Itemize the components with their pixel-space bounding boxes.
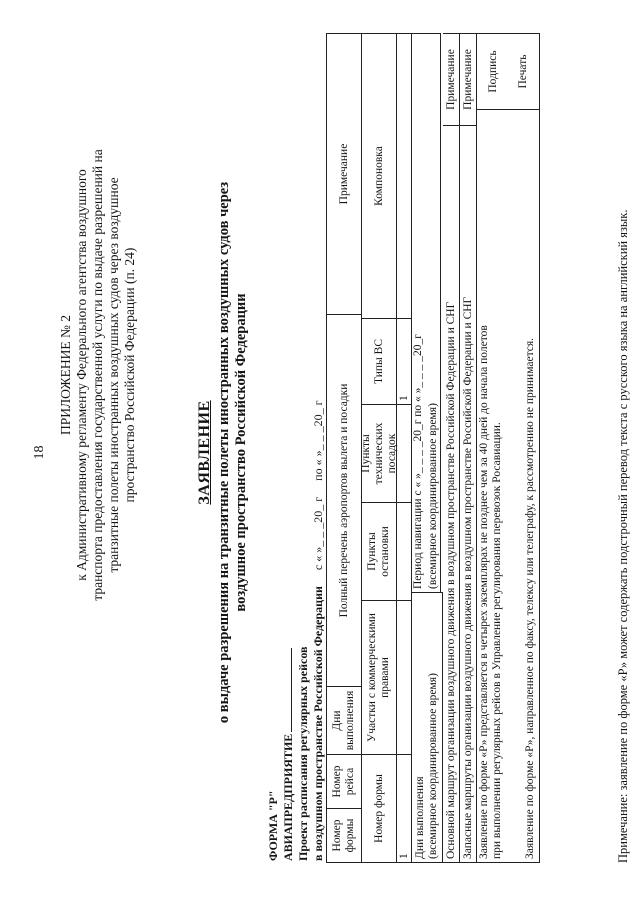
annex-heading: ПРИЛОЖЕНИЕ № 2 — [58, 314, 73, 436]
col-airports: Полный перечень аэропортов вылета и посадки — [327, 314, 362, 686]
instructions-cell — [477, 109, 540, 862]
days-label: Дни выполнения — [414, 776, 426, 859]
col-flight-number: Номер рейса — [327, 754, 362, 808]
main-route-note: Примечание — [443, 33, 460, 125]
project-label: Проект расписания регулярных рейсов — [296, 646, 310, 861]
signature-cell — [477, 33, 540, 109]
col-technical-stops: Пункты технических посадок — [362, 404, 397, 502]
page-number: 18 — [32, 445, 47, 460]
seal-label: Печать — [516, 54, 529, 89]
cell-empty — [397, 404, 412, 502]
cell-value: 1 — [397, 754, 412, 862]
signature-label: Подпись — [486, 50, 499, 93]
main-route: Основной маршрут организации воздушного движения в воздушном пространстве Российской Федерации и СНГ — [443, 125, 460, 862]
annex-line: пространство Российской Федерации (п. 24) — [122, 247, 137, 503]
routes-table — [443, 33, 477, 863]
navigation-period: Период навигации с « »_ _ _ _20_г по « »_ _ _ _20_г — [412, 333, 424, 589]
col-days: Дни выполнения — [327, 686, 362, 754]
navigation-utc: (всемирное координированное время) — [427, 403, 439, 589]
route-table — [359, 33, 412, 863]
fax-warning: Заявление по форме «Р», направленное по факсу, телексу или телеграфу, к рассмотрению не принимается. — [524, 337, 536, 859]
footnote: Примечание: заявление по форме «Р» может содержать подстрочный перевод текста с русского языка на английский язык. — [616, 209, 630, 863]
days-cell — [412, 592, 443, 862]
navigation-table — [412, 33, 443, 863]
col-layout: Компоновка — [362, 33, 397, 318]
col-aircraft-types: Типы ВС — [362, 318, 397, 404]
airline-row — [281, 33, 296, 861]
instruction-line: при выполнении регулярных рейсов в Управление регулирования перевозок Росавиации. — [491, 422, 503, 859]
days-utc: (всемирное координированное время) — [427, 673, 439, 859]
period-from: с « »_ _ _20_ г — [311, 496, 325, 571]
annex-line: к Административному регламенту Федерального агентства воздушного — [74, 169, 89, 581]
period-to: по « »_ _ _20_ г — [311, 400, 325, 481]
schedule-table — [326, 33, 362, 863]
alternate-routes-note: Примечание — [460, 33, 477, 125]
instructions-table — [477, 33, 540, 863]
col-form-number: Номер формы — [362, 754, 397, 862]
alternate-routes: Запасные маршруты организации воздушного движения в воздушном пространстве Российской Федерации и СНГ — [460, 125, 477, 862]
cell-value: 1 — [397, 318, 412, 404]
period-row — [311, 33, 326, 861]
form-header — [266, 33, 326, 863]
cell-empty — [397, 502, 412, 600]
annex-line: транспорта предоставления государственной услуги по выдаче разрешений на — [90, 149, 105, 601]
col-note: Примечание — [327, 33, 362, 314]
annex-line: транзитные полеты иностранных воздушных судов через воздушное — [106, 177, 121, 573]
document-title: ЗАЯВЛЕНИЕ — [196, 400, 213, 505]
airline-label: АВИАПРЕДПРИЯТИЕ — [281, 733, 295, 861]
instruction-line: Заявление по форме «Р» представляется в четырех экземплярах не позднее чем за 40 дней до начала полетов — [478, 325, 490, 859]
cell-empty — [397, 33, 412, 318]
annex-block — [58, 95, 138, 655]
document-subtitle: о выдаче разрешения на транзитные полеты иностранных воздушных судов через воздушное пространство Российской Федерации — [216, 181, 249, 724]
airspace-prefix: в воздушном пространстве Российской Федерации — [311, 586, 325, 861]
col-form-number: Номер формы — [327, 808, 362, 862]
col-stops: Пункты остановки — [362, 502, 397, 600]
col-commercial-segments: Участки с коммерческими правами — [362, 600, 397, 754]
form-label: ФОРМА "Р" — [266, 790, 280, 861]
airline-blank — [281, 648, 292, 732]
navigation-cell — [412, 33, 441, 592]
cell-empty — [397, 600, 412, 754]
form-r — [266, 33, 540, 863]
